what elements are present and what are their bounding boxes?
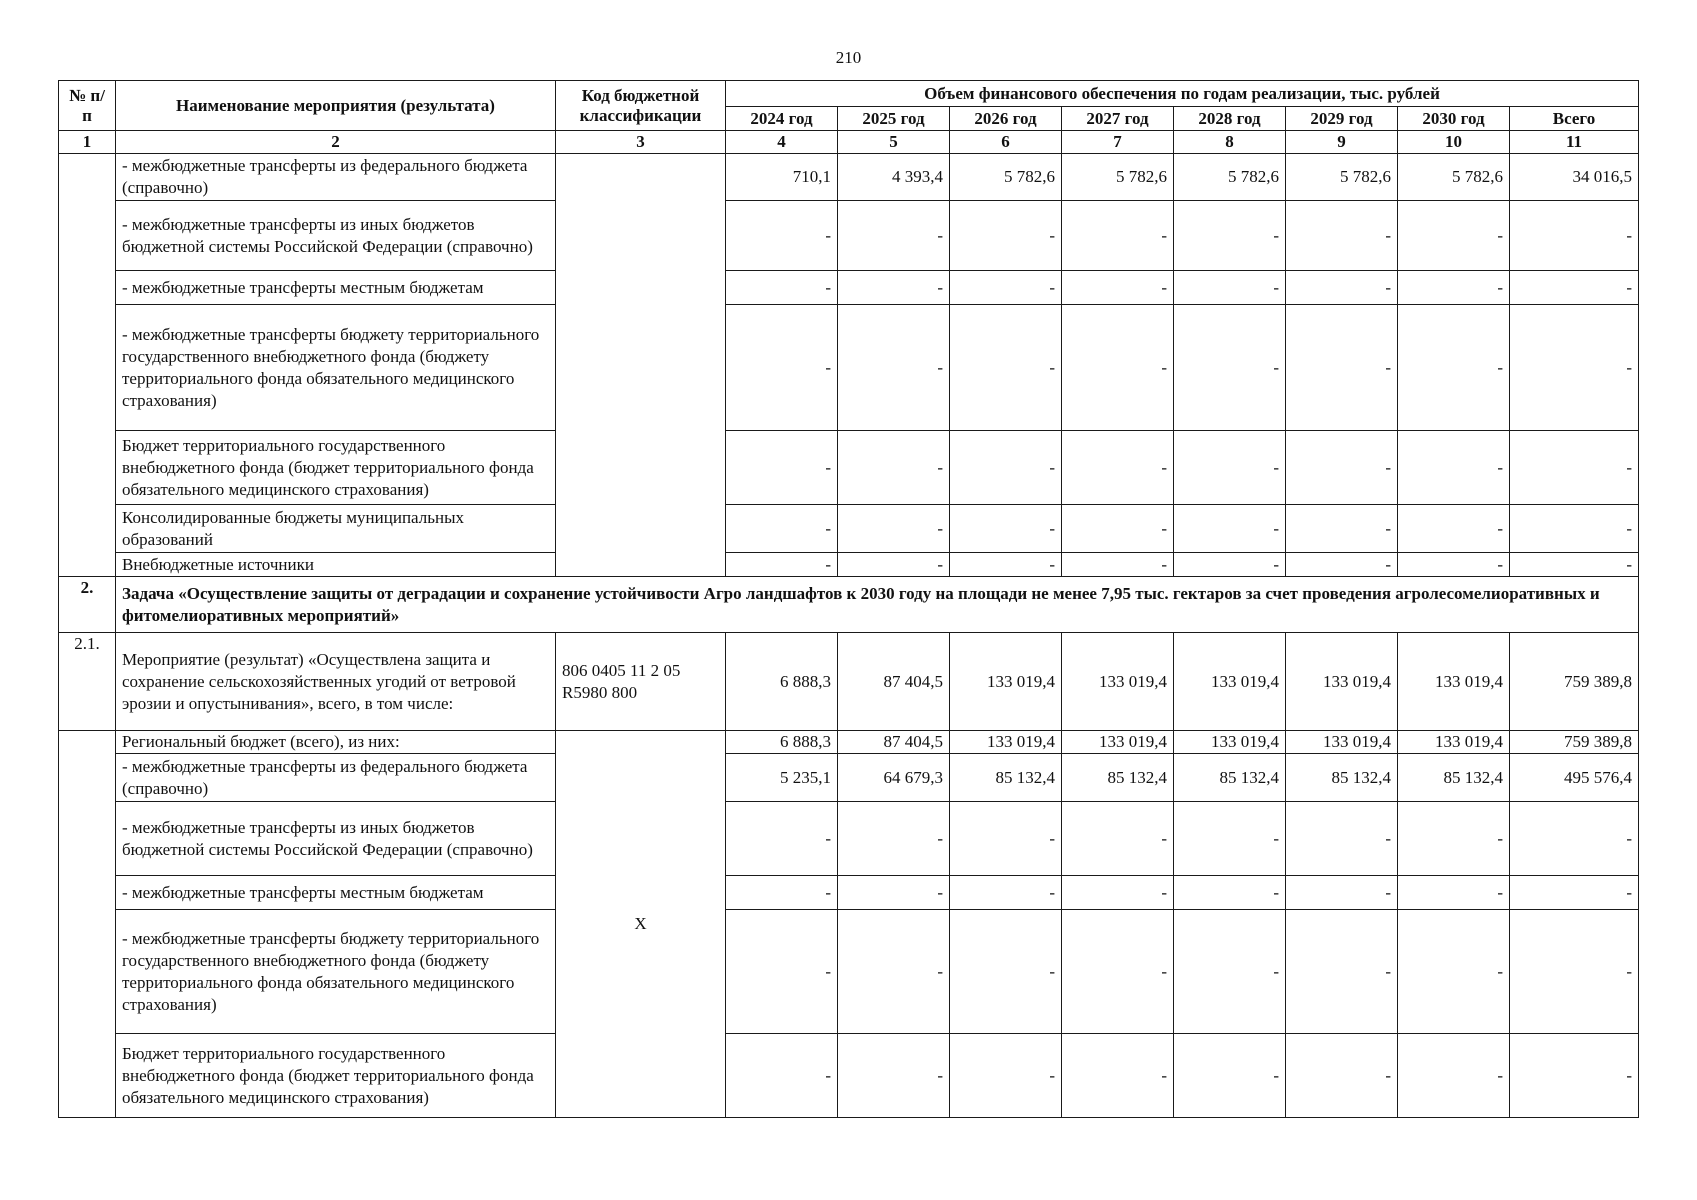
value-cell: - [950, 802, 1062, 876]
value-cell: - [1286, 802, 1398, 876]
value-cell: - [1174, 201, 1286, 271]
value-cell: - [1398, 553, 1510, 577]
header-year: 2026 год [950, 107, 1062, 131]
table-row [59, 271, 1639, 305]
value-cell: - [1062, 1034, 1174, 1118]
header-year: 2028 год [1174, 107, 1286, 131]
column-number: 8 [1174, 131, 1286, 154]
value-cell: - [950, 876, 1062, 910]
header-code: Код бюджетной классификации [556, 81, 726, 131]
value-cell: 133 019,4 [1062, 731, 1174, 754]
row-number-cell [59, 731, 116, 1118]
column-number: 3 [556, 131, 726, 154]
value-cell: 759 389,8 [1510, 731, 1639, 754]
row-name: Бюджет территориального государственного внебюджетного фонда (бюджет территориального фонда обязательного медицинского страхования) [116, 1034, 556, 1118]
value-cell: - [1286, 876, 1398, 910]
value-cell: 4 393,4 [838, 154, 950, 201]
value-cell: 6 888,3 [726, 633, 838, 731]
table-row [59, 431, 1639, 505]
value-cell: - [1398, 271, 1510, 305]
value-cell: - [726, 1034, 838, 1118]
header-volume: Объем финансового обеспечения по годам реализации, тыс. рублей [726, 81, 1639, 107]
measure-row [59, 633, 1639, 731]
value-cell: - [1286, 553, 1398, 577]
value-cell: - [1510, 553, 1639, 577]
value-cell: - [1062, 431, 1174, 505]
value-cell: - [1398, 876, 1510, 910]
value-cell: 133 019,4 [1062, 633, 1174, 731]
value-cell: - [838, 876, 950, 910]
value-cell: 5 782,6 [1174, 154, 1286, 201]
value-cell: - [838, 271, 950, 305]
table-row [59, 731, 1639, 754]
row-name: Региональный бюджет (всего), из них: [116, 731, 556, 754]
value-cell: - [1398, 305, 1510, 431]
value-cell: - [1510, 1034, 1639, 1118]
value-cell: - [726, 910, 838, 1034]
value-cell: - [1174, 505, 1286, 553]
value-cell: 64 679,3 [838, 754, 950, 802]
column-number: 9 [1286, 131, 1398, 154]
value-cell: - [1510, 431, 1639, 505]
value-cell: 85 132,4 [1174, 754, 1286, 802]
value-cell: - [950, 305, 1062, 431]
value-cell: - [1062, 553, 1174, 577]
value-cell: 5 782,6 [1286, 154, 1398, 201]
row-name: - межбюджетные трансферты из иных бюджетов бюджетной системы Российской Федерации (справочно) [116, 201, 556, 271]
value-cell: - [1510, 505, 1639, 553]
column-number: 6 [950, 131, 1062, 154]
value-cell: 87 404,5 [838, 731, 950, 754]
value-cell: 5 782,6 [950, 154, 1062, 201]
value-cell: - [1174, 553, 1286, 577]
code-cell-x: X [556, 731, 726, 1118]
value-cell: 85 132,4 [1398, 754, 1510, 802]
row-name: - межбюджетные трансферты бюджету территориального государственного внебюджетного фонда (бюджету территориального фонда обязательного медицинского страхования) [116, 910, 556, 1034]
value-cell: - [1286, 431, 1398, 505]
value-cell: - [1510, 201, 1639, 271]
budget-table [58, 80, 1639, 1118]
header-year: 2027 год [1062, 107, 1174, 131]
value-cell: 133 019,4 [1286, 731, 1398, 754]
value-cell: 133 019,4 [950, 731, 1062, 754]
value-cell: 133 019,4 [1398, 633, 1510, 731]
header-year: 2029 год [1286, 107, 1398, 131]
header-name: Наименование мероприятия (результата) [116, 81, 556, 131]
table-row [59, 505, 1639, 553]
value-cell: - [1510, 271, 1639, 305]
value-cell: - [838, 431, 950, 505]
value-cell: - [838, 201, 950, 271]
row-name: - межбюджетные трансферты бюджету территориального государственного внебюджетного фонда (бюджету территориального фонда обязательного медицинского страхования) [116, 305, 556, 431]
value-cell: - [726, 553, 838, 577]
value-cell: - [950, 271, 1062, 305]
column-number: 7 [1062, 131, 1174, 154]
value-cell: - [1286, 1034, 1398, 1118]
value-cell: - [1286, 505, 1398, 553]
column-numbers-row [59, 131, 1639, 154]
column-number: 2 [116, 131, 556, 154]
table-row [59, 553, 1639, 577]
value-cell: - [950, 910, 1062, 1034]
row-name: - межбюджетные трансферты из федерального бюджета (справочно) [116, 754, 556, 802]
value-cell: - [1174, 802, 1286, 876]
value-cell: - [1062, 505, 1174, 553]
value-cell: - [950, 431, 1062, 505]
task-number: 2. [59, 577, 116, 633]
value-cell: - [838, 1034, 950, 1118]
header-year: 2030 год [1398, 107, 1510, 131]
row-name: Консолидированные бюджеты муниципальных образований [116, 505, 556, 553]
column-number: 1 [59, 131, 116, 154]
value-cell: 133 019,4 [1398, 731, 1510, 754]
table-row [59, 876, 1639, 910]
table-row [59, 154, 1639, 201]
value-cell: 87 404,5 [838, 633, 950, 731]
task-title: Задача «Осуществление защиты от деградации и сохранение устойчивости Агро ландшафтов к 2030 году на площади не менее 7,95 тыс. гектаров за счет проведения агролесомелиоративных и фитомелиоративных мероприятий» [116, 577, 1639, 633]
value-cell: - [950, 553, 1062, 577]
value-cell: - [726, 431, 838, 505]
code-cell [556, 154, 726, 577]
header-num: № п/п [59, 81, 116, 131]
value-cell: - [838, 802, 950, 876]
row-name: - межбюджетные трансферты из иных бюджетов бюджетной системы Российской Федерации (справочно) [116, 802, 556, 876]
value-cell: 759 389,8 [1510, 633, 1639, 731]
value-cell: 85 132,4 [1286, 754, 1398, 802]
column-number: 10 [1398, 131, 1510, 154]
column-number: 11 [1510, 131, 1639, 154]
value-cell: - [1510, 305, 1639, 431]
value-cell: 6 888,3 [726, 731, 838, 754]
page-number: 210 [835, 48, 862, 67]
value-cell: - [1062, 201, 1174, 271]
value-cell: - [1510, 876, 1639, 910]
value-cell: - [950, 505, 1062, 553]
value-cell: - [726, 802, 838, 876]
value-cell: 133 019,4 [1174, 633, 1286, 731]
value-cell: - [950, 201, 1062, 271]
value-cell: 133 019,4 [1174, 731, 1286, 754]
value-cell: - [1286, 271, 1398, 305]
measure-code: 806 0405 11 2 05 R5980 800 [556, 633, 726, 731]
header-year: 2025 год [838, 107, 950, 131]
value-cell: - [838, 505, 950, 553]
value-cell: - [838, 553, 950, 577]
value-cell: 85 132,4 [950, 754, 1062, 802]
value-cell: - [1398, 201, 1510, 271]
measure-name: Мероприятие (результат) «Осуществлена защита и сохранение сельскохозяйственных угодий от ветровой эрозии и опустынивания», всего, в том числе: [116, 633, 556, 731]
column-number: 4 [726, 131, 838, 154]
value-cell: 710,1 [726, 154, 838, 201]
value-cell: - [1062, 271, 1174, 305]
row-number-cell [59, 154, 116, 577]
value-cell: - [1398, 505, 1510, 553]
row-name: Внебюджетные источники [116, 553, 556, 577]
measure-number: 2.1. [59, 633, 116, 731]
value-cell: - [1398, 431, 1510, 505]
row-name: - межбюджетные трансферты из федерального бюджета (справочно) [116, 154, 556, 201]
value-cell: - [1174, 271, 1286, 305]
table-row [59, 754, 1639, 802]
value-cell: - [1174, 910, 1286, 1034]
value-cell: - [1286, 201, 1398, 271]
value-cell: - [726, 305, 838, 431]
value-cell: - [1062, 910, 1174, 1034]
table-row [59, 1034, 1639, 1118]
value-cell: - [1286, 910, 1398, 1034]
value-cell: - [726, 505, 838, 553]
value-cell: - [838, 305, 950, 431]
value-cell: - [1398, 910, 1510, 1034]
value-cell: - [950, 1034, 1062, 1118]
value-cell: - [1174, 305, 1286, 431]
value-cell: 34 016,5 [1510, 154, 1639, 201]
value-cell: 5 782,6 [1062, 154, 1174, 201]
value-cell: 133 019,4 [950, 633, 1062, 731]
value-cell: - [1174, 1034, 1286, 1118]
value-cell: - [1286, 305, 1398, 431]
value-cell: - [1510, 802, 1639, 876]
value-cell: 133 019,4 [1286, 633, 1398, 731]
value-cell: 5 782,6 [1398, 154, 1510, 201]
row-name: - межбюджетные трансферты местным бюджетам [116, 271, 556, 305]
value-cell: - [1174, 431, 1286, 505]
value-cell: 495 576,4 [1510, 754, 1639, 802]
value-cell: 85 132,4 [1062, 754, 1174, 802]
table-row [59, 802, 1639, 876]
task-row [59, 577, 1639, 633]
value-cell: - [1062, 305, 1174, 431]
value-cell: - [726, 201, 838, 271]
value-cell: - [1174, 876, 1286, 910]
value-cell: - [1062, 876, 1174, 910]
column-number: 5 [838, 131, 950, 154]
row-name: - межбюджетные трансферты местным бюджетам [116, 876, 556, 910]
table-row [59, 305, 1639, 431]
value-cell: - [1510, 910, 1639, 1034]
value-cell: - [838, 910, 950, 1034]
value-cell: - [726, 876, 838, 910]
value-cell: - [1398, 802, 1510, 876]
value-cell: 5 235,1 [726, 754, 838, 802]
header-total: Всего [1510, 107, 1639, 131]
header-year: 2024 год [726, 107, 838, 131]
value-cell: - [1398, 1034, 1510, 1118]
table-row [59, 201, 1639, 271]
row-name: Бюджет территориального государственного внебюджетного фонда (бюджет территориального фонда обязательного медицинского страхования) [116, 431, 556, 505]
table-row [59, 910, 1639, 1034]
value-cell: - [726, 271, 838, 305]
value-cell: - [1062, 802, 1174, 876]
